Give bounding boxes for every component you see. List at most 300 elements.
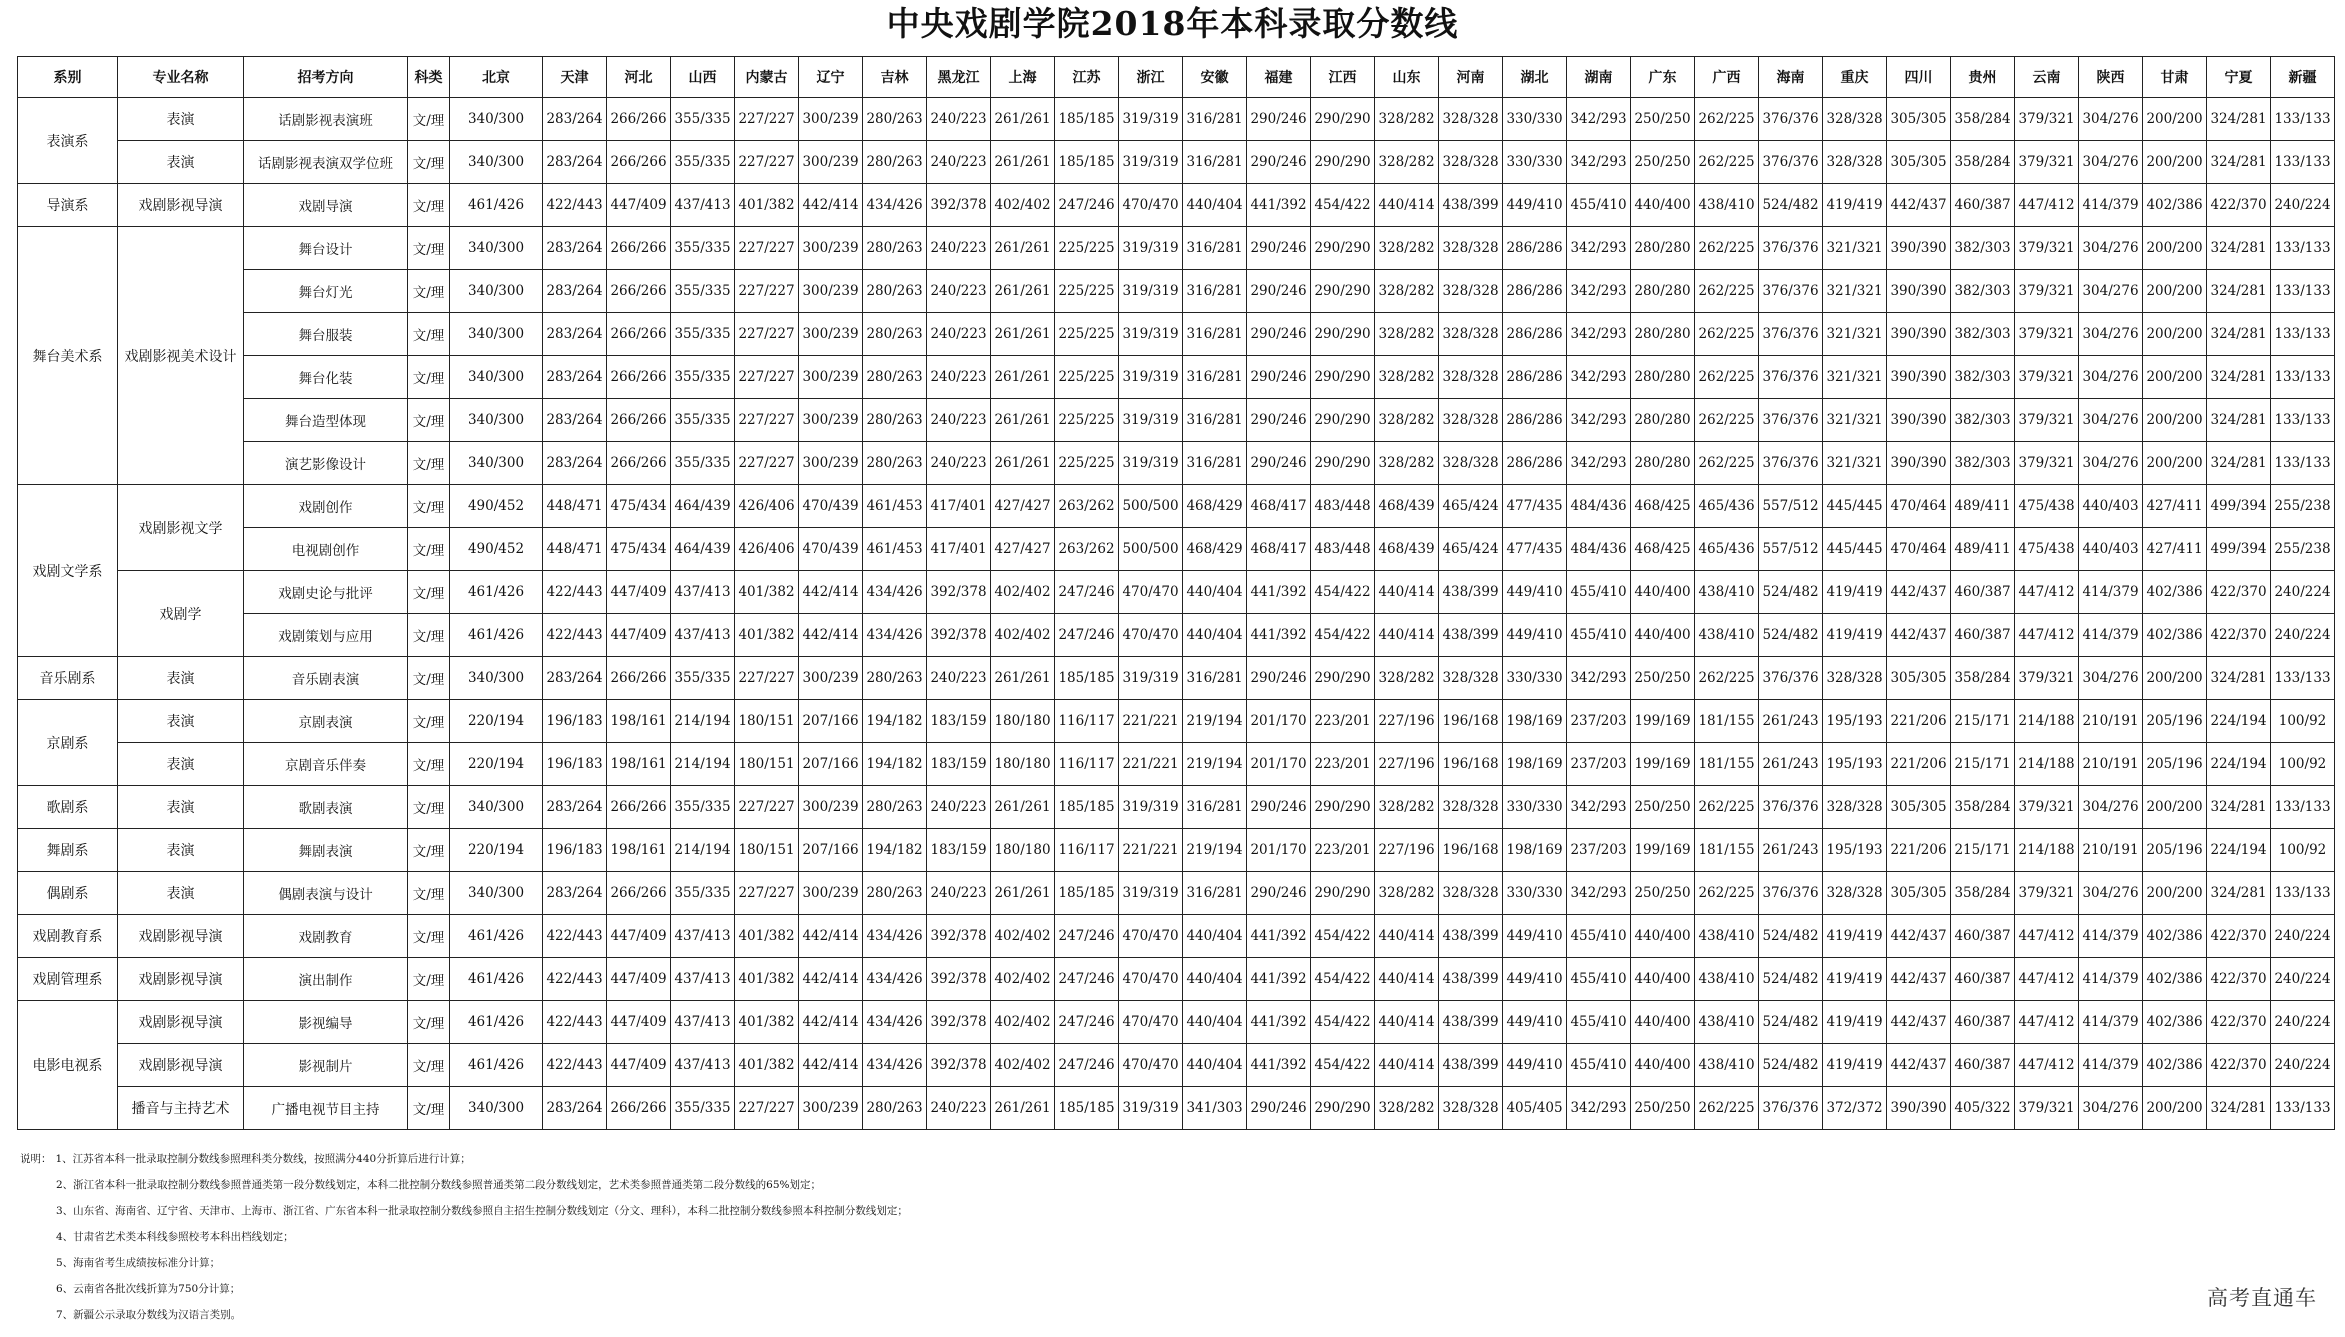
score-cell: 440/403 xyxy=(2079,485,2143,528)
score-cell: 328/282 xyxy=(1375,1087,1439,1130)
score-cell: 382/303 xyxy=(1951,442,2015,485)
score-cell: 240/223 xyxy=(927,442,991,485)
score-cell: 198/161 xyxy=(607,743,671,786)
direction-cell: 偶剧表演与设计 xyxy=(244,872,408,915)
direction-cell: 京剧表演 xyxy=(244,700,408,743)
note-item xyxy=(20,1146,1820,1172)
score-cell: 261/261 xyxy=(991,786,1055,829)
score-cell: 133/133 xyxy=(2271,356,2335,399)
score-cell: 461/426 xyxy=(450,184,543,227)
score-cell: 422/443 xyxy=(543,571,607,614)
direction-cell: 影视制片 xyxy=(244,1044,408,1087)
score-cell: 321/321 xyxy=(1823,356,1887,399)
score-cell: 116/117 xyxy=(1055,829,1119,872)
score-cell: 266/266 xyxy=(607,1087,671,1130)
score-cell: 379/321 xyxy=(2015,872,2079,915)
score-cell: 263/262 xyxy=(1055,485,1119,528)
score-cell: 290/246 xyxy=(1247,786,1311,829)
score-cell: 100/92 xyxy=(2271,700,2335,743)
department-cell: 表演系 xyxy=(18,98,118,184)
score-cell: 319/319 xyxy=(1119,98,1183,141)
score-cell: 250/250 xyxy=(1631,657,1695,700)
province-header: 广西 xyxy=(1695,57,1759,98)
table-row xyxy=(18,915,2335,958)
score-cell: 223/201 xyxy=(1311,829,1375,872)
score-cell: 376/376 xyxy=(1759,872,1823,915)
score-cell: 442/437 xyxy=(1887,1001,1951,1044)
score-cell: 207/166 xyxy=(799,743,863,786)
note-item xyxy=(20,1302,1820,1328)
score-cell: 328/282 xyxy=(1375,872,1439,915)
score-cell: 460/387 xyxy=(1951,958,2015,1001)
score-cell: 227/196 xyxy=(1375,743,1439,786)
table-row xyxy=(18,184,2335,227)
score-cell: 438/410 xyxy=(1695,1001,1759,1044)
subject-type-cell: 文/理 xyxy=(408,227,450,270)
score-cell: 330/330 xyxy=(1503,98,1567,141)
score-cell: 214/188 xyxy=(2015,700,2079,743)
score-cell: 225/225 xyxy=(1055,313,1119,356)
score-cell: 438/399 xyxy=(1439,571,1503,614)
province-header: 山东 xyxy=(1375,57,1439,98)
score-cell: 449/410 xyxy=(1503,614,1567,657)
score-cell: 470/464 xyxy=(1887,528,1951,571)
score-cell: 290/246 xyxy=(1247,442,1311,485)
score-cell: 290/246 xyxy=(1247,270,1311,313)
score-cell: 283/264 xyxy=(543,1087,607,1130)
table-row xyxy=(18,657,2335,700)
score-cell: 440/404 xyxy=(1183,571,1247,614)
score-cell: 262/225 xyxy=(1695,399,1759,442)
score-cell: 447/409 xyxy=(607,184,671,227)
direction-cell: 舞台造型体现 xyxy=(244,399,408,442)
score-cell: 286/286 xyxy=(1503,270,1567,313)
score-cell: 261/261 xyxy=(991,1087,1055,1130)
major-cell: 戏剧影视导演 xyxy=(118,1001,244,1044)
score-cell: 240/223 xyxy=(927,98,991,141)
score-cell: 434/426 xyxy=(863,614,927,657)
score-cell: 210/191 xyxy=(2079,700,2143,743)
province-header: 内蒙古 xyxy=(735,57,799,98)
score-cell: 300/239 xyxy=(799,399,863,442)
score-cell: 340/300 xyxy=(450,872,543,915)
major-cell: 表演 xyxy=(118,829,244,872)
score-cell: 227/227 xyxy=(735,356,799,399)
score-cell: 280/263 xyxy=(863,227,927,270)
score-cell: 240/224 xyxy=(2271,571,2335,614)
score-cell: 224/194 xyxy=(2207,743,2271,786)
score-cell: 447/409 xyxy=(607,571,671,614)
score-cell: 304/276 xyxy=(2079,356,2143,399)
score-cell: 437/413 xyxy=(671,958,735,1001)
score-cell: 261/261 xyxy=(991,399,1055,442)
score-cell: 286/286 xyxy=(1503,442,1567,485)
direction-cell: 舞台服装 xyxy=(244,313,408,356)
score-cell: 440/414 xyxy=(1375,1001,1439,1044)
score-cell: 402/386 xyxy=(2143,1044,2207,1087)
score-cell: 183/159 xyxy=(927,743,991,786)
province-header: 海南 xyxy=(1759,57,1823,98)
score-cell: 417/401 xyxy=(927,528,991,571)
score-cell: 376/376 xyxy=(1759,356,1823,399)
score-cell: 500/500 xyxy=(1119,528,1183,571)
score-cell: 328/328 xyxy=(1439,270,1503,313)
score-cell: 215/171 xyxy=(1951,743,2015,786)
score-cell: 390/390 xyxy=(1887,442,1951,485)
score-cell: 460/387 xyxy=(1951,1044,2015,1087)
score-cell: 449/410 xyxy=(1503,571,1567,614)
score-cell: 240/223 xyxy=(927,270,991,313)
score-cell: 283/264 xyxy=(543,98,607,141)
score-cell: 440/400 xyxy=(1631,184,1695,227)
score-cell: 214/188 xyxy=(2015,829,2079,872)
score-cell: 305/305 xyxy=(1887,786,1951,829)
score-cell: 358/284 xyxy=(1951,141,2015,184)
score-cell: 283/264 xyxy=(543,657,607,700)
score-cell: 440/404 xyxy=(1183,1001,1247,1044)
score-cell: 440/414 xyxy=(1375,184,1439,227)
subject-type-cell: 文/理 xyxy=(408,829,450,872)
score-cell: 290/290 xyxy=(1311,872,1375,915)
score-cell: 100/92 xyxy=(2271,829,2335,872)
direction-cell: 戏剧导演 xyxy=(244,184,408,227)
score-cell: 475/438 xyxy=(2015,485,2079,528)
score-cell: 300/239 xyxy=(799,356,863,399)
score-cell: 422/443 xyxy=(543,1001,607,1044)
score-cell: 319/319 xyxy=(1119,442,1183,485)
score-cell: 434/426 xyxy=(863,1044,927,1087)
major-cell: 表演 xyxy=(118,743,244,786)
score-cell: 499/394 xyxy=(2207,485,2271,528)
score-cell: 465/436 xyxy=(1695,528,1759,571)
score-cell: 223/201 xyxy=(1311,743,1375,786)
score-cell: 330/330 xyxy=(1503,657,1567,700)
score-cell: 382/303 xyxy=(1951,356,2015,399)
score-cell: 524/482 xyxy=(1759,1001,1823,1044)
department-cell: 音乐剧系 xyxy=(18,657,118,700)
score-cell: 266/266 xyxy=(607,657,671,700)
score-cell: 324/281 xyxy=(2207,356,2271,399)
score-cell: 461/426 xyxy=(450,571,543,614)
score-cell: 524/482 xyxy=(1759,614,1823,657)
score-cell: 221/206 xyxy=(1887,743,1951,786)
score-cell: 280/280 xyxy=(1631,313,1695,356)
score-cell: 262/225 xyxy=(1695,141,1759,184)
column-header: 专业名称 xyxy=(118,57,244,98)
score-cell: 419/419 xyxy=(1823,614,1887,657)
score-cell: 438/399 xyxy=(1439,915,1503,958)
score-cell: 390/390 xyxy=(1887,356,1951,399)
province-header: 宁夏 xyxy=(2207,57,2271,98)
score-cell: 290/290 xyxy=(1311,442,1375,485)
score-cell: 355/335 xyxy=(671,227,735,270)
score-cell: 402/402 xyxy=(991,958,1055,1001)
score-cell: 489/411 xyxy=(1951,528,2015,571)
score-cell: 300/239 xyxy=(799,872,863,915)
score-cell: 304/276 xyxy=(2079,270,2143,313)
score-cell: 319/319 xyxy=(1119,227,1183,270)
score-cell: 324/281 xyxy=(2207,141,2271,184)
province-header: 吉林 xyxy=(863,57,927,98)
score-cell: 422/443 xyxy=(543,915,607,958)
department-cell: 舞台美术系 xyxy=(18,227,118,485)
score-cell: 247/246 xyxy=(1055,184,1119,227)
score-cell: 358/284 xyxy=(1951,657,2015,700)
score-cell: 221/221 xyxy=(1119,829,1183,872)
score-cell: 427/411 xyxy=(2143,528,2207,571)
score-cell: 220/194 xyxy=(450,700,543,743)
score-cell: 524/482 xyxy=(1759,958,1823,1001)
score-cell: 461/426 xyxy=(450,958,543,1001)
score-cell: 290/246 xyxy=(1247,399,1311,442)
score-cell: 316/281 xyxy=(1183,227,1247,270)
direction-cell: 戏剧创作 xyxy=(244,485,408,528)
notes-section xyxy=(20,1146,1820,1328)
score-cell: 447/409 xyxy=(607,958,671,1001)
score-cell: 376/376 xyxy=(1759,98,1823,141)
table-row xyxy=(18,743,2335,786)
score-cell: 342/293 xyxy=(1567,270,1631,313)
score-cell: 247/246 xyxy=(1055,1001,1119,1044)
score-cell: 201/170 xyxy=(1247,743,1311,786)
score-cell: 475/434 xyxy=(607,528,671,571)
score-cell: 194/182 xyxy=(863,829,927,872)
major-cell: 戏剧影视文学 xyxy=(118,485,244,571)
score-cell: 392/378 xyxy=(927,1044,991,1087)
score-cell: 414/379 xyxy=(2079,571,2143,614)
score-cell: 440/404 xyxy=(1183,958,1247,1001)
score-cell: 185/185 xyxy=(1055,657,1119,700)
major-cell: 表演 xyxy=(118,141,244,184)
province-header: 新疆 xyxy=(2271,57,2335,98)
score-cell: 340/300 xyxy=(450,356,543,399)
major-cell: 戏剧影视导演 xyxy=(118,184,244,227)
score-cell: 437/413 xyxy=(671,184,735,227)
score-cell: 196/183 xyxy=(543,743,607,786)
score-cell: 342/293 xyxy=(1567,356,1631,399)
province-header: 上海 xyxy=(991,57,1055,98)
score-cell: 266/266 xyxy=(607,141,671,184)
score-cell: 422/370 xyxy=(2207,184,2271,227)
score-cell: 262/225 xyxy=(1695,270,1759,313)
score-cell: 328/328 xyxy=(1439,356,1503,399)
score-cell: 355/335 xyxy=(671,872,735,915)
score-cell: 484/436 xyxy=(1567,485,1631,528)
table-header-row xyxy=(18,57,2335,98)
score-cell: 328/282 xyxy=(1375,141,1439,184)
score-cell: 227/227 xyxy=(735,657,799,700)
score-cell: 422/443 xyxy=(543,614,607,657)
table-row xyxy=(18,571,2335,614)
score-cell: 342/293 xyxy=(1567,313,1631,356)
score-cell: 227/227 xyxy=(735,399,799,442)
score-cell: 198/169 xyxy=(1503,829,1567,872)
score-cell: 205/196 xyxy=(2143,743,2207,786)
department-cell: 舞剧系 xyxy=(18,829,118,872)
subject-type-cell: 文/理 xyxy=(408,528,450,571)
score-cell: 261/261 xyxy=(991,657,1055,700)
score-cell: 489/411 xyxy=(1951,485,2015,528)
score-cell: 341/303 xyxy=(1183,1087,1247,1130)
score-cell: 445/445 xyxy=(1823,485,1887,528)
score-cell: 283/264 xyxy=(543,141,607,184)
score-cell: 283/264 xyxy=(543,227,607,270)
score-cell: 240/224 xyxy=(2271,1001,2335,1044)
major-cell: 表演 xyxy=(118,98,244,141)
score-cell: 455/410 xyxy=(1567,571,1631,614)
score-cell: 454/422 xyxy=(1311,958,1375,1001)
score-cell: 342/293 xyxy=(1567,872,1631,915)
score-cell: 316/281 xyxy=(1183,98,1247,141)
table-row xyxy=(18,98,2335,141)
province-header: 广东 xyxy=(1631,57,1695,98)
score-cell: 414/379 xyxy=(2079,915,2143,958)
score-cell: 290/290 xyxy=(1311,141,1375,184)
score-cell: 133/133 xyxy=(2271,98,2335,141)
score-cell: 280/263 xyxy=(863,270,927,313)
score-cell: 340/300 xyxy=(450,141,543,184)
score-cell: 304/276 xyxy=(2079,1087,2143,1130)
score-cell: 355/335 xyxy=(671,356,735,399)
score-cell: 316/281 xyxy=(1183,270,1247,313)
direction-cell: 舞台设计 xyxy=(244,227,408,270)
province-header: 重庆 xyxy=(1823,57,1887,98)
score-cell: 401/382 xyxy=(735,915,799,958)
score-cell: 290/290 xyxy=(1311,98,1375,141)
score-cell: 266/266 xyxy=(607,442,671,485)
score-cell: 342/293 xyxy=(1567,399,1631,442)
score-cell: 376/376 xyxy=(1759,399,1823,442)
score-cell: 402/402 xyxy=(991,571,1055,614)
score-cell: 215/171 xyxy=(1951,829,2015,872)
score-cell: 237/203 xyxy=(1567,743,1631,786)
score-cell: 324/281 xyxy=(2207,313,2271,356)
score-cell: 133/133 xyxy=(2271,399,2335,442)
score-cell: 319/319 xyxy=(1119,313,1183,356)
score-cell: 401/382 xyxy=(735,184,799,227)
score-cell: 470/470 xyxy=(1119,571,1183,614)
score-cell: 266/266 xyxy=(607,98,671,141)
score-cell: 180/180 xyxy=(991,829,1055,872)
score-cell: 183/159 xyxy=(927,700,991,743)
score-cell: 290/290 xyxy=(1311,270,1375,313)
score-cell: 240/223 xyxy=(927,657,991,700)
score-cell: 181/155 xyxy=(1695,829,1759,872)
score-cell: 379/321 xyxy=(2015,442,2079,485)
score-cell: 180/151 xyxy=(735,743,799,786)
score-cell: 557/512 xyxy=(1759,528,1823,571)
score-cell: 286/286 xyxy=(1503,356,1567,399)
score-cell: 324/281 xyxy=(2207,872,2271,915)
province-header: 福建 xyxy=(1247,57,1311,98)
province-header: 河南 xyxy=(1439,57,1503,98)
score-cell: 225/225 xyxy=(1055,270,1119,313)
score-cell: 247/246 xyxy=(1055,958,1119,1001)
score-cell: 422/443 xyxy=(543,184,607,227)
department-cell: 歌剧系 xyxy=(18,786,118,829)
score-cell: 181/155 xyxy=(1695,743,1759,786)
score-cell: 440/404 xyxy=(1183,1044,1247,1087)
score-cell: 305/305 xyxy=(1887,141,1951,184)
score-cell: 340/300 xyxy=(450,98,543,141)
score-cell: 376/376 xyxy=(1759,442,1823,485)
score-cell: 454/422 xyxy=(1311,915,1375,958)
score-cell: 414/379 xyxy=(2079,614,2143,657)
subject-type-cell: 文/理 xyxy=(408,270,450,313)
table-row xyxy=(18,356,2335,399)
score-cell: 328/328 xyxy=(1439,872,1503,915)
score-cell: 195/193 xyxy=(1823,700,1887,743)
score-cell: 300/239 xyxy=(799,442,863,485)
score-cell: 464/439 xyxy=(671,528,735,571)
score-cell: 185/185 xyxy=(1055,1087,1119,1130)
score-cell: 440/400 xyxy=(1631,571,1695,614)
score-cell: 247/246 xyxy=(1055,571,1119,614)
score-cell: 328/282 xyxy=(1375,313,1439,356)
score-cell: 490/452 xyxy=(450,485,543,528)
score-cell: 447/409 xyxy=(607,1044,671,1087)
score-cell: 319/319 xyxy=(1119,786,1183,829)
score-cell: 261/261 xyxy=(991,98,1055,141)
score-cell: 280/280 xyxy=(1631,356,1695,399)
score-cell: 300/239 xyxy=(799,270,863,313)
score-cell: 196/168 xyxy=(1439,829,1503,872)
score-cell: 261/261 xyxy=(991,141,1055,184)
note-text: 5、海南省考生成绩按标准分计算； xyxy=(56,1257,221,1269)
department-cell: 电影电视系 xyxy=(18,1001,118,1130)
score-cell: 340/300 xyxy=(450,313,543,356)
score-cell: 266/266 xyxy=(607,872,671,915)
score-cell: 266/266 xyxy=(607,227,671,270)
score-cell: 330/330 xyxy=(1503,141,1567,184)
score-cell: 355/335 xyxy=(671,442,735,485)
score-cell: 240/223 xyxy=(927,872,991,915)
score-cell: 200/200 xyxy=(2143,227,2207,270)
subject-type-cell: 文/理 xyxy=(408,98,450,141)
score-cell: 261/261 xyxy=(991,270,1055,313)
score-cell: 319/319 xyxy=(1119,657,1183,700)
score-cell: 442/414 xyxy=(799,184,863,227)
department-cell: 导演系 xyxy=(18,184,118,227)
score-cell: 290/290 xyxy=(1311,1087,1375,1130)
subject-type-cell: 文/理 xyxy=(408,743,450,786)
province-header: 北京 xyxy=(450,57,543,98)
score-cell: 442/414 xyxy=(799,958,863,1001)
score-cell: 227/227 xyxy=(735,98,799,141)
score-cell: 324/281 xyxy=(2207,399,2271,442)
direction-cell: 舞剧表演 xyxy=(244,829,408,872)
score-cell: 470/470 xyxy=(1119,614,1183,657)
score-cell: 240/223 xyxy=(927,141,991,184)
score-cell: 358/284 xyxy=(1951,872,2015,915)
score-cell: 330/330 xyxy=(1503,786,1567,829)
score-cell: 440/400 xyxy=(1631,1001,1695,1044)
score-cell: 198/169 xyxy=(1503,743,1567,786)
score-cell: 340/300 xyxy=(450,399,543,442)
score-cell: 461/426 xyxy=(450,915,543,958)
score-cell: 328/282 xyxy=(1375,442,1439,485)
score-cell: 207/166 xyxy=(799,829,863,872)
score-cell: 210/191 xyxy=(2079,829,2143,872)
score-cell: 196/183 xyxy=(543,829,607,872)
score-cell: 448/471 xyxy=(543,528,607,571)
score-cell: 355/335 xyxy=(671,98,735,141)
score-cell: 262/225 xyxy=(1695,1087,1759,1130)
score-cell: 133/133 xyxy=(2271,313,2335,356)
score-cell: 194/182 xyxy=(863,700,927,743)
score-cell: 133/133 xyxy=(2271,657,2335,700)
score-cell: 198/161 xyxy=(607,700,671,743)
